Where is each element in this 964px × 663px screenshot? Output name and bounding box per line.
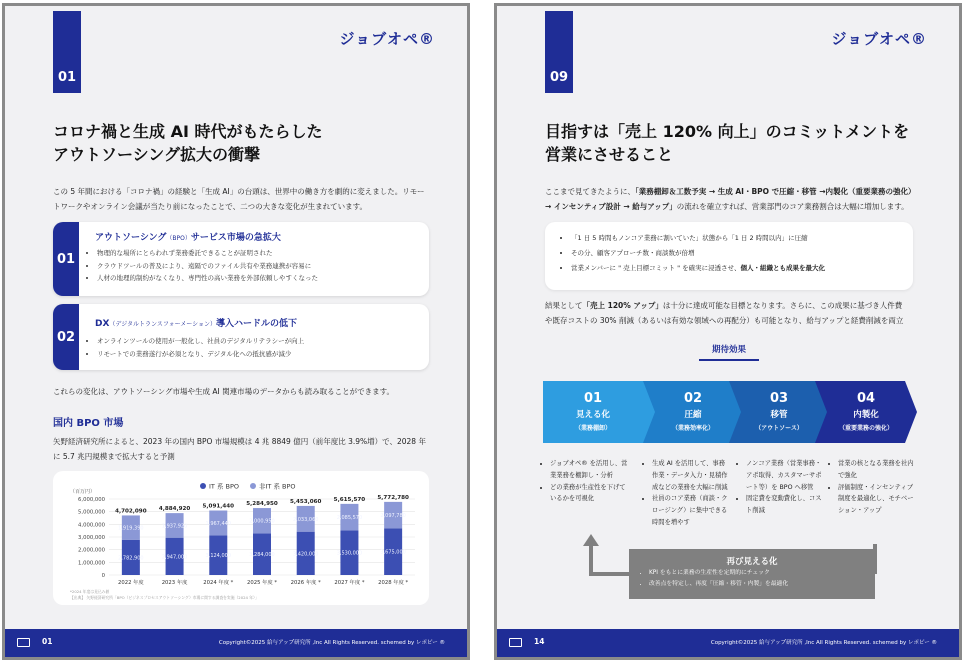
bar-data-label: 3,284,000 [249,552,275,559]
text-span: ここまで見てきたように、 [545,187,635,196]
text-line: この 5 年間における「コロナ禍」の経験と「生成 AI」の台頭は、世界中の働き方を劇的に変えました。リモー [53,187,425,196]
text-line: に 5.7 兆円規模まで拡大すると予測 [53,452,175,461]
x-tick-label: 2026 年度 * [290,580,321,586]
bar-data-label: 2,782,900 [118,555,144,562]
bar-data-label: 2,097,780 [380,513,406,520]
step-number: 01 [583,391,603,406]
y-tick-label: 5,000,000 [78,509,105,516]
x-tick-label: 2027 年度 * [334,580,365,586]
text-line [545,298,903,313]
step-title: 移管 [770,410,788,420]
bold-span: → インセンティブ設計 → 給与アップ」 [545,202,677,211]
text-span: は十分に達成可能な目標となります。さらに、この成果に基づき人件費 [662,301,903,310]
section-paragraph [53,434,426,464]
list-item: • 固定費を変動費化し、コスト削減 [746,493,825,517]
steps-chevron-diagram [497,376,962,456]
bar-total-label: 5,772,780 [377,494,409,501]
bold-span: 「業務棚卸＆工数予実 → 生成 AI・BPO で圧縮・移管 →内製化（重要業務の強化） [635,187,916,196]
y-tick-label: 2,000,000 [78,547,105,554]
card-title-rest: 導入ハードルの低下 [216,319,298,329]
y-tick-label: 3,000,000 [78,535,105,541]
list-item [571,261,825,276]
bar-data-label: 3,530,000 [336,550,363,557]
re-visualize-box [629,549,875,599]
step-number: 04 [856,391,876,406]
effects-title: 期待効果 [699,343,759,361]
card-title-small: （デジタルトランスフォーメーション） [109,321,217,328]
list-item: • 社員のコア業務（商談・クロージング）に集中できる時間を増やす [652,493,731,528]
bold-span: 「売上 120% アップ」 [582,301,663,310]
card-bullets [85,247,318,285]
loop-arrow-left-line [591,544,629,574]
legend-marker [250,483,256,489]
bar-data-label: 2,000,950 [249,518,275,525]
footer-copyright: Copyright©2025 給与アップ研究所 ,Inc All Rights Reserved. schemed by レポピー ® [710,640,937,646]
bar-chart-svg [53,471,429,605]
step-subtitle: （業務効率化） [671,425,715,432]
bar-data-label: 1,937,920 [161,523,188,530]
chart-source: 【出典】 矢野経済研究所「BPO（ビジネスプロセスアウトソーシング）市場に関する調査を実施（2024 年）」 [70,595,259,600]
list-item: • 営業の核となる業務を社内で強化 [838,458,917,482]
bar-data-label: 3,420,000 [292,551,319,558]
step-subtitle: （業務棚卸） [574,425,612,432]
list-item: • 生成 AI を活用して、事務作業・データ入力・見積作成などの業務を大幅に削減 [652,458,731,493]
page-tab-number: 09 [549,70,569,85]
card-title-small: （BPO） [166,235,191,242]
card-title-main: アウトソーシング [95,233,167,243]
document-page-left [2,3,470,660]
re-visualize-bullets [637,568,788,590]
arrow-up-icon [583,534,599,546]
text-span: 営業メンバーに " 売上目標コミット " を確実に浸透させ、 [571,264,741,272]
card-title [95,230,281,243]
result-paragraph [545,298,903,328]
highlight-box [545,222,913,290]
step-subtitle: （重要業務の強化） [838,425,894,432]
x-tick-label: 2028 年度 * [378,580,409,586]
bar-data-label: 3,675,000 [380,549,406,556]
list-item: • クラウドツールの普及により、遠隔でのファイル共有や業務連携が容易に [97,260,318,273]
card-title [95,316,297,329]
bar-total-label: 5,615,570 [333,496,366,503]
after-cards-text: これらの変化は、アウトソーシング市場や生成 AI 関連市場のデータからも読み取ることができます。 [53,387,395,396]
text-line: トワークやオンライン会議が当たり前になったことで、二つの大きな変化が生まれています。 [53,202,368,211]
page-title-line: 営業にさせること [545,145,674,164]
step-number: 03 [769,391,789,406]
step-title: 見える化 [575,410,611,420]
list-item: • 「1 日 5 時間もノンコア業務に割いていた」状態から「1 日 2 時間以内」に圧縮 [571,231,825,246]
slide-icon [509,638,522,647]
page-title-line: 目指すは「売上 120% 向上」のコミットメントを [545,122,910,141]
bar-total-label: 5,091,440 [202,503,235,510]
list-item: • 評価制度・インセンティブ制度を最適化し、モチベーション・アップ [838,482,917,517]
step-02-details [643,458,731,529]
bar-total-label: 4,702,090 [115,508,147,515]
chart-footnote: *2024 年度は見込み値 [70,589,110,594]
page-number-tab [53,11,81,93]
legend-marker [200,483,206,489]
bar-total-label: 5,453,060 [289,498,322,505]
text-line [545,184,916,199]
card-title-rest: サービス市場の急拡大 [190,233,281,243]
x-tick-label: 2025 年度 * [246,580,278,586]
step-01-details [541,458,629,505]
document-page-right [494,3,962,660]
chart-unit-label: （百万円） [70,489,96,495]
change-card [53,222,429,296]
brand-logo: ジョブオペ® [831,30,927,48]
page-number-tab [545,11,573,93]
footer-page-number: 14 [534,637,545,646]
step-subtitle: （アウトソース） [755,425,803,432]
page-title-line: コロナ禍と生成 AI 時代がもたらした [53,122,323,141]
text-line: 矢野経済研究所によると、2023 年の国内 BPO 市場規模は 4 兆 8849 億円（前年度比 3.9%増）で、2028 年 [53,437,426,446]
page-title [545,120,909,166]
bar-data-label: 2,085,570 [336,515,363,522]
page-tab-number: 01 [57,70,77,85]
step-04-details [829,458,917,517]
footer-page-number: 01 [42,637,53,646]
list-item: • オンラインツールの使用が一般化し、社員のデジタルリテラシーが向上 [97,335,304,348]
step-03-details [737,458,825,517]
page-title [53,120,322,166]
text-line [545,199,916,214]
card-number: 01 [53,222,79,296]
list-item: • ジョブオペ® を活用し、営業業務を棚卸し・分析 [550,458,629,482]
list-item: • ノンコア業務（営業事務・アポ取得、カスタマーサポート等）を BPO へ移管 [746,458,825,493]
list-item: • 改善点を特定し、再度「圧縮・移管・内製」を最適化 [649,579,788,590]
page-title-line: アウトソーシング拡大の衝撃 [53,145,260,164]
list-item: • KPI をもとに業務の生産性を定期的にチェック [649,568,788,579]
y-tick-label: 6,000,000 [78,497,105,503]
x-tick-label: 2024 年度 * [203,580,234,586]
y-tick-label: 1,000,000 [78,560,105,567]
bar-data-label: 1,967,440 [205,520,232,527]
card-number: 02 [53,304,79,370]
bar-data-label: 2,947,000 [161,554,188,561]
page-footer [5,629,467,657]
legend-label: IT 系 BPO [209,482,240,491]
x-tick-label: 2022 年度 [117,580,144,586]
x-tick-label: 2023 年度 [161,580,188,586]
section-title: 国内 BPO 市場 [53,418,124,429]
bold-span: 個人・組織とも成果を最大化 [740,264,825,272]
legend-label: 非IT 系 BPO [259,482,296,491]
brand-logo: ジョブオペ® [339,30,435,48]
list-item: • 人材の地理的制約がなくなり、専門性の高い業務を外部依頼しやすくなった [97,272,318,285]
step-number: 02 [683,391,703,406]
bar-data-label: 1,919,390 [118,525,144,532]
bar-total-label: 4,884,920 [158,506,191,513]
step-title: 内製化 [853,410,879,420]
bar-total-label: 5,284,950 [246,501,278,508]
text-line: や既存コストの 30% 削減（あるいは有効な領域への再配分）も可能となり、給与アップと経費削減を両立 [545,316,904,325]
slide-icon [17,638,30,647]
card-bullets [85,335,304,360]
list-item: • 物理的な場所にとらわれず業務委託できることが証明された [97,247,318,260]
bpo-market-chart [53,471,429,605]
highlight-bullets [559,231,825,276]
intro-paragraph [545,184,916,214]
intro-paragraph [53,184,424,214]
text-span: 結果として [545,301,583,310]
y-tick-label: 0 [101,573,105,579]
y-tick-label: 4,000,000 [78,522,105,529]
step-title: 圧縮 [684,410,702,420]
bar-data-label: 3,124,000 [205,553,232,560]
bar-data-label: 2,033,060 [292,516,319,523]
re-visualize-title: 再び見える化 [726,557,778,567]
list-item: • その分、顧客アプローチ数・商談数が倍増 [571,246,825,261]
text-span: の流れを確立すれば、営業部門のコア業務割合は大幅に増加します。 [676,202,909,211]
list-item: • リモートでの業務遂行が必須となり、デジタル化への抵抗感が減少 [97,348,304,361]
change-card [53,304,429,370]
card-title-main: DX [95,319,110,329]
footer-copyright: Copyright©2025 給与アップ研究所 ,Inc All Rights Reserved. schemed by レポピー ® [218,640,445,646]
list-item: • どの業務が生産性を下げているかを可視化 [550,482,629,506]
page-footer [497,629,959,657]
